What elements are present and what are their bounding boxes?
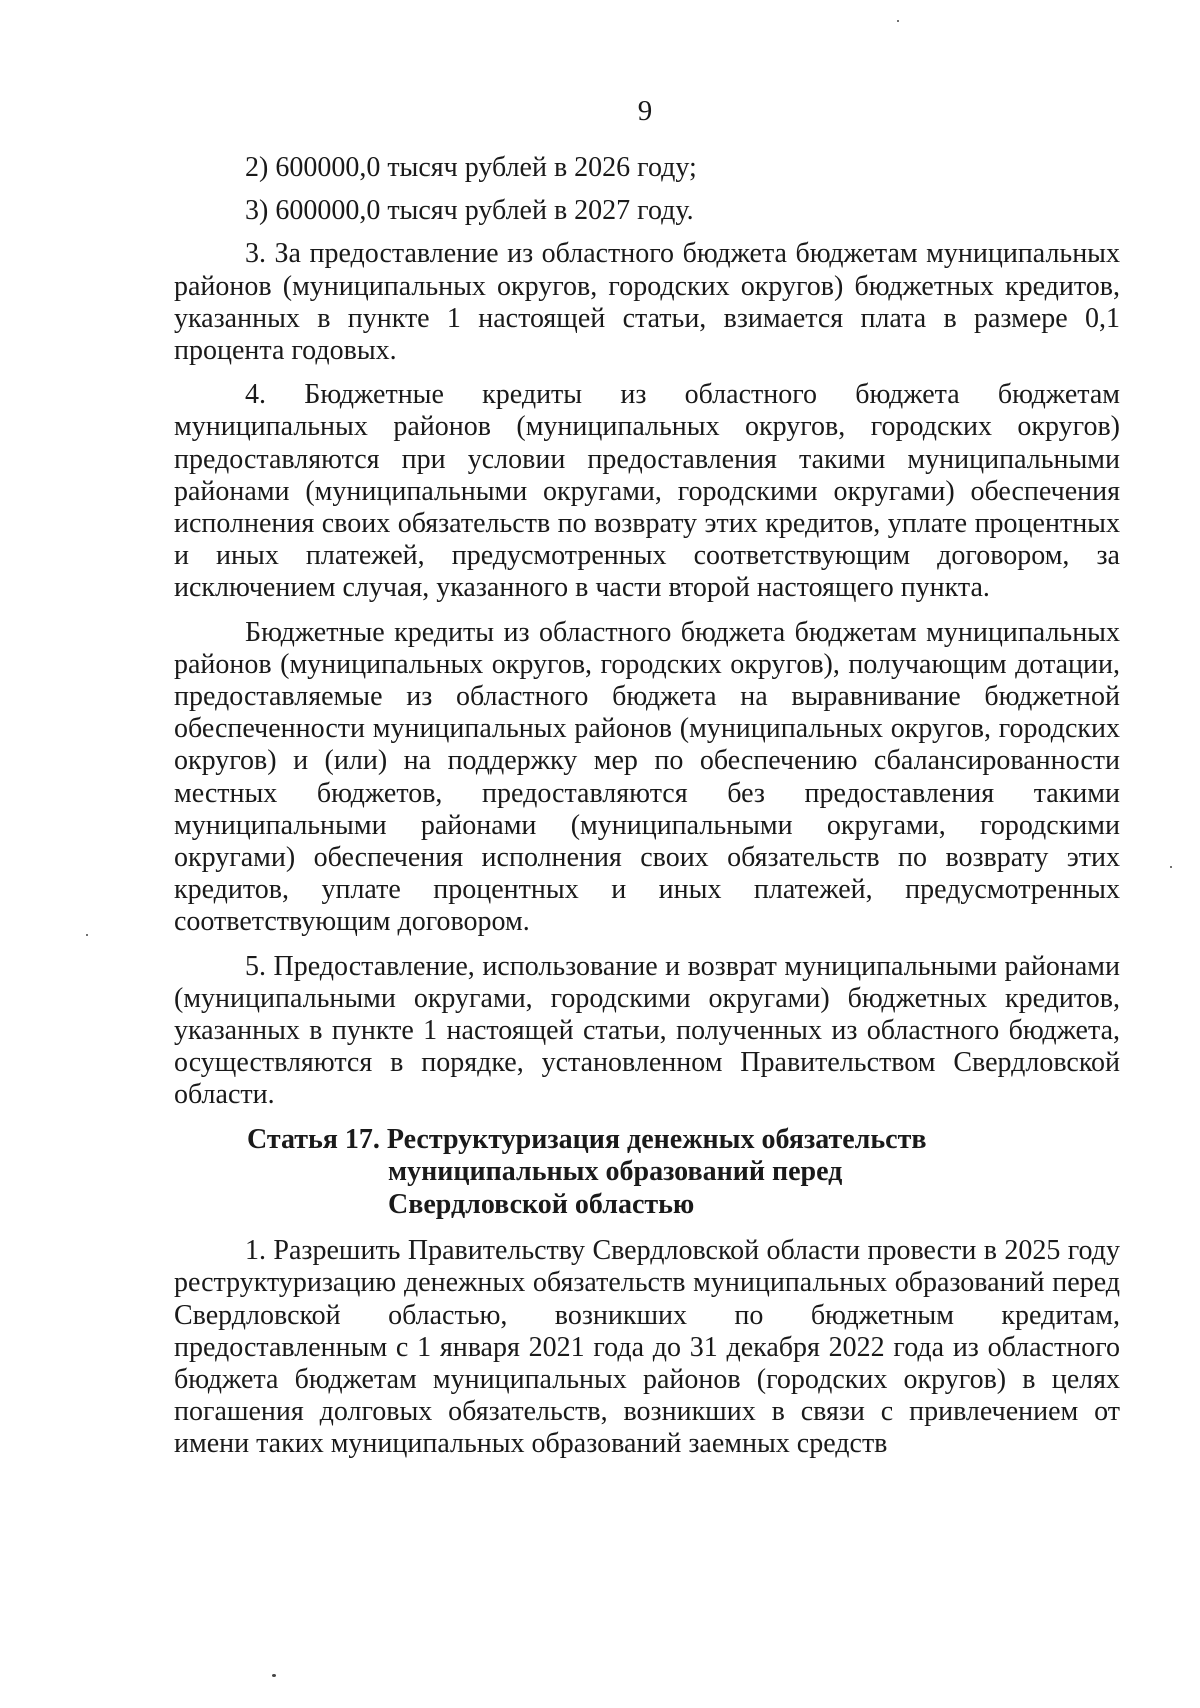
paragraph-clause-5: 5. Предоставление, использование и возврат муниципальными районами (муниципальными округами, городскими округами) бюджетных кредитов, указанных в пункте 1 настоящей статьи, полученных из областного бюджета, осуществляются в порядке, установленном Правительством Свердловской области. xyxy=(174,950,1120,1111)
list-item: 2) 600000,0 тысяч рублей в 2026 году; xyxy=(245,152,697,183)
article-heading-line: Свердловской областью xyxy=(388,1188,695,1220)
paragraph-clause-4-part-2: Бюджетные кредиты из областного бюджета бюджетам муниципальных районов (муниципальных округов, городских округов), получающим дотации, предоставляемые из областного бюджета на выравнивание бюджетной обеспеченности муниципальных районов (муниципальных округов, городских округов) и (или) на поддержку мер по обеспечению сбалансированности местных бюджетов, предоставляются без предоставления такими муниципальными районами (муниципальными округами, городскими округами) обеспечения исполнения своих обязательств по возврату этих кредитов, уплате процентных и иных платежей, предусмотренных соответствующим договором. xyxy=(174,616,1120,938)
paragraph-clause-4: 4. Бюджетные кредиты из областного бюджета бюджетам муниципальных районов (муниципальных округов, городских округов) предоставляются при условии предоставления такими муниципальными районами (муниципальными округами, городскими округами) обеспечения исполнения своих обязательств по возврату этих кредитов, уплате процентных и иных платежей, предусмотренных соответствующим договором, за исключением случая, указанного в части второй настоящего пункта. xyxy=(174,379,1120,604)
article-heading xyxy=(247,1124,1120,1222)
article-heading-line: муниципальных образований перед xyxy=(388,1156,843,1188)
scan-speck xyxy=(86,934,88,936)
document-body xyxy=(174,152,1120,1473)
scan-speck xyxy=(1170,866,1172,868)
page-number: 9 xyxy=(637,95,653,127)
scan-speck xyxy=(897,20,899,22)
scan-speck xyxy=(272,1674,276,1677)
list-item: 3) 600000,0 тысяч рублей в 2027 году. xyxy=(245,195,694,227)
article-heading-line: Статья 17. Реструктуризация денежных обязательств xyxy=(247,1123,927,1155)
article-paragraph-1: 1. Разрешить Правительству Свердловской области провести в 2025 году реструктуризацию денежных обязательств муниципальных образований перед Свердловской областью, возникших по бюджетным кредитам, предоставленным с 1 января 2021 года до 31 декабря 2022 года из областного бюджета бюджетам муниципальных районов (городских округов) в целях погашения долговых обязательств, возникших в связи с привлечением от имени таких муниципальных образований заемных средств xyxy=(174,1235,1120,1460)
paragraph-clause-3: 3. За предоставление из областного бюджета бюджетам муниципальных районов (муниципальных округов, городских округов) бюджетных кредитов, указанных в пункте 1 настоящей статьи, взимается плата в размере 0,1 процента годовых. xyxy=(174,238,1120,367)
